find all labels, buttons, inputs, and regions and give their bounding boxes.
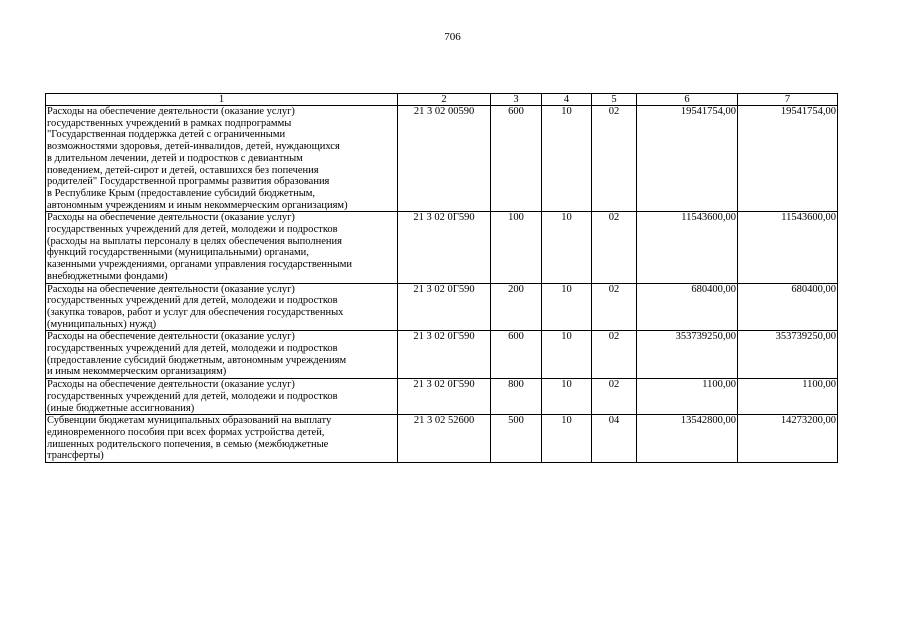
row-code: 21 3 02 0Г590 <box>398 212 491 283</box>
row-amount-1: 19541754,00 <box>637 106 738 212</box>
row-amount-2: 1100,00 <box>738 379 838 415</box>
row-expense-type: 800 <box>491 379 542 415</box>
row-amount-2: 353739250,00 <box>738 331 838 379</box>
row-amount-1: 680400,00 <box>637 283 738 331</box>
page-number: 706 <box>444 31 461 43</box>
column-header: 4 <box>542 94 592 106</box>
column-header: 7 <box>738 94 838 106</box>
row-amount-1: 353739250,00 <box>637 331 738 379</box>
row-subsection: 02 <box>592 379 637 415</box>
row-amount-1: 13542800,00 <box>637 415 738 463</box>
table-row <box>46 106 838 212</box>
row-section: 10 <box>542 283 592 331</box>
row-expense-type: 600 <box>491 106 542 212</box>
row-amount-2: 19541754,00 <box>738 106 838 212</box>
row-amount-1: 11543600,00 <box>637 212 738 283</box>
row-code: 21 3 02 52600 <box>398 415 491 463</box>
row-expense-type: 500 <box>491 415 542 463</box>
row-code: 21 3 02 0Г590 <box>398 331 491 379</box>
row-description: Расходы на обеспечение деятельности (оказание услуг) государственных учреждений для детей, молодежи и подростков (иные бюджетные ассигнования) <box>46 379 398 415</box>
table-row <box>46 415 838 463</box>
row-subsection: 04 <box>592 415 637 463</box>
row-description: Расходы на обеспечение деятельности (оказание услуг) государственных учреждений в рамках подпрограммы "Государственная поддержка детей с ограниченными возможностями здоровья, детей-инвалидов, детей, нуждающихся в длительном лечении, детей и подростков с девиантным поведением, детей-сирот и детей, оставшихся без попечения родителей" Государственной программы развития образования в Республике Крым (предоставление субсидий бюджетным, автономным учреждениям и иным некоммерческим организациям) <box>46 106 398 212</box>
header-row <box>46 94 838 106</box>
row-description: Расходы на обеспечение деятельности (оказание услуг) государственных учреждений для детей, молодежи и подростков (расходы на выплаты персоналу в целях обеспечения выполнения функций государственными (муниципальными) органами, казенными учреждениями, органами управления государственными внебюджетными фондами) <box>46 212 398 283</box>
table-row <box>46 379 838 415</box>
column-header: 3 <box>491 94 542 106</box>
table-row <box>46 283 838 331</box>
row-description: Расходы на обеспечение деятельности (оказание услуг) государственных учреждений для детей, молодежи и подростков (закупка товаров, работ и услуг для обеспечения государственных (муниципальных) нужд) <box>46 283 398 331</box>
row-expense-type: 100 <box>491 212 542 283</box>
table-row <box>46 212 838 283</box>
row-subsection: 02 <box>592 212 637 283</box>
column-header: 1 <box>46 94 398 106</box>
row-code: 21 3 02 0Г590 <box>398 283 491 331</box>
budget-table <box>45 93 838 463</box>
column-header: 2 <box>398 94 491 106</box>
row-section: 10 <box>542 415 592 463</box>
row-code: 21 3 02 0Г590 <box>398 379 491 415</box>
row-subsection: 02 <box>592 331 637 379</box>
row-subsection: 02 <box>592 106 637 212</box>
row-subsection: 02 <box>592 283 637 331</box>
row-expense-type: 600 <box>491 331 542 379</box>
table-row <box>46 331 838 379</box>
row-description: Расходы на обеспечение деятельности (оказание услуг) государственных учреждений для детей, молодежи и подростков (предоставление субсидий бюджетным, автономным учреждениям и иным некоммерческим организациям) <box>46 331 398 379</box>
row-amount-2: 11543600,00 <box>738 212 838 283</box>
row-expense-type: 200 <box>491 283 542 331</box>
row-section: 10 <box>542 379 592 415</box>
row-amount-2: 680400,00 <box>738 283 838 331</box>
row-section: 10 <box>542 212 592 283</box>
row-description: Субвенции бюджетам муниципальных образований на выплату единовременного пособия при всех формах устройства детей, лишенных родительского попечения, в семью (межбюджетные трансферты) <box>46 415 398 463</box>
column-header: 5 <box>592 94 637 106</box>
row-amount-1: 1100,00 <box>637 379 738 415</box>
column-header: 6 <box>637 94 738 106</box>
row-section: 10 <box>542 106 592 212</box>
row-section: 10 <box>542 331 592 379</box>
row-amount-2: 14273200,00 <box>738 415 838 463</box>
row-code: 21 3 02 00590 <box>398 106 491 212</box>
